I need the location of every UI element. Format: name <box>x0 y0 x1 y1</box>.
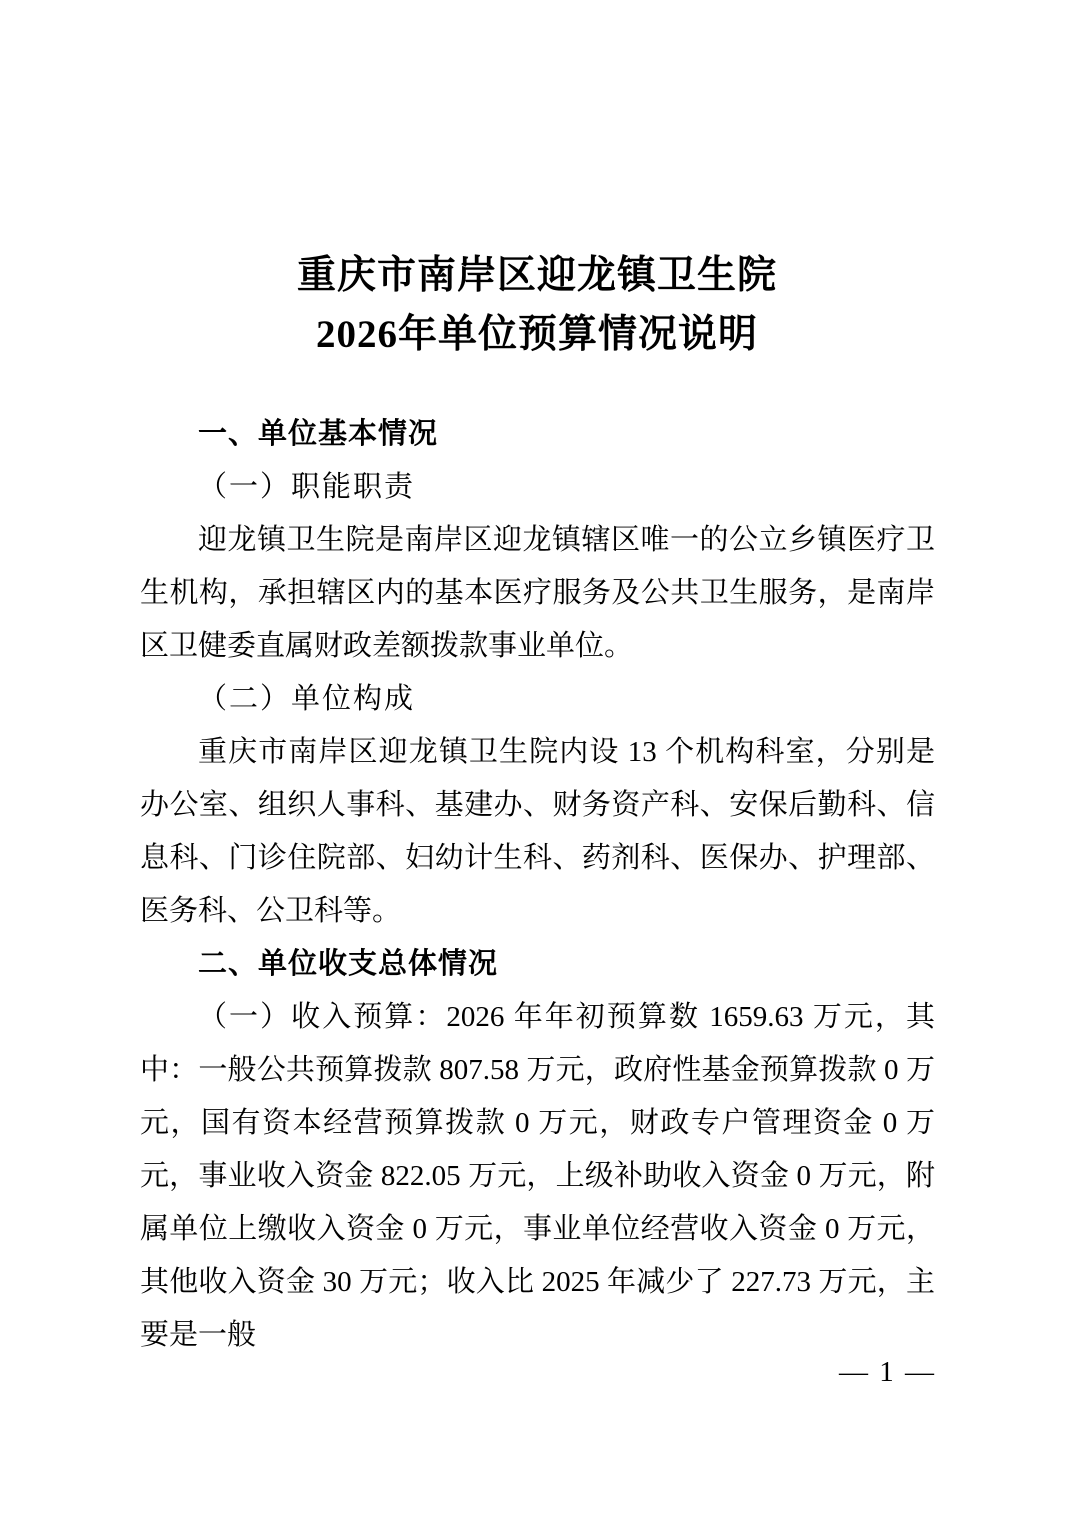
document-title <box>0 246 1074 364</box>
paragraph-income-budget: （一）收入预算：2026 年年初预算数 1659.63 万元，其中：一般公共预算拨款 807.58 万元，政府性基金预算拨款 0 万元，国有资本经营预算拨款 0 万元，财政专户管理资金 0 万元，事业收入资金 822.05 万元，上级补助收入资金 0 万元，附属单位上缴收入资金 0 万元，事业单位经营收入资金 0 万元，其他收入资金 30 万元；收入比 2025 年减少了 227.73 万元，主要是一般 <box>140 1001 935 1351</box>
page-number: — 1 — <box>839 1356 936 1388</box>
document-title-line1: 重庆市南岸区迎龙镇卫生院 <box>296 254 777 297</box>
document-content <box>140 408 935 1362</box>
section-heading-budget-overview: 二、单位收支总体情况 <box>198 948 499 980</box>
section-heading-basic-info: 一、单位基本情况 <box>198 418 439 450</box>
document-title-line2: 2026年单位预算情况说明 <box>315 313 758 356</box>
paragraph-duties: 迎龙镇卫生院是南岸区迎龙镇辖区唯一的公立乡镇医疗卫生机构，承担辖区内的基本医疗服务及公共卫生服务，是南岸区卫健委直属财政差额拨款事业单位。 <box>140 524 935 662</box>
subsection-heading-composition: （二）单位构成 <box>198 683 416 715</box>
subsection-heading-duties: （一）职能职责 <box>198 471 416 503</box>
paragraph-composition: 重庆市南岸区迎龙镇卫生院内设 13 个机构科室，分别是办公室、组织人事科、基建办、财务资产科、安保后勤科、信息科、门诊住院部、妇幼计生科、药剂科、医保办、护理部、医务科、公卫科等。 <box>140 736 935 927</box>
